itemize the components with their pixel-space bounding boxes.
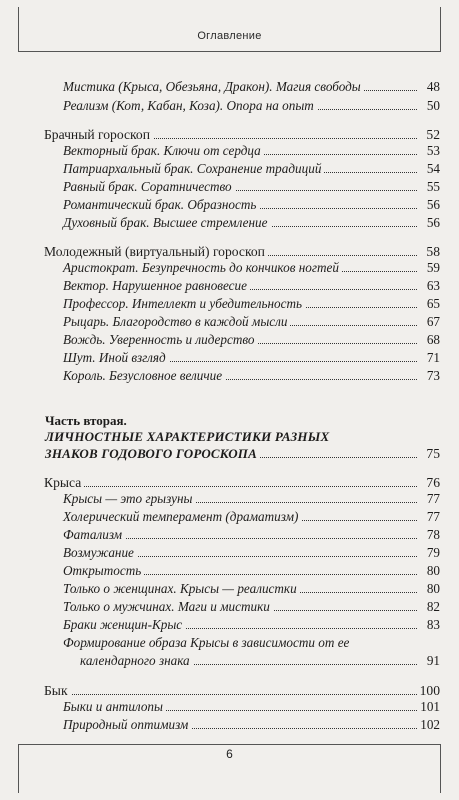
- toc-entry[interactable]: [0, 349, 459, 367]
- toc-entry[interactable]: [0, 78, 459, 96]
- toc-entry-title: Шут. Иной взгляд: [63, 349, 169, 367]
- toc-entry-page: 54: [426, 161, 440, 176]
- toc-entry[interactable]: [0, 160, 459, 178]
- toc-entry[interactable]: [0, 214, 459, 232]
- toc-entry-title: Равный брак. Соратничество: [63, 178, 235, 196]
- toc-entry-title: Крысы — это грызуны: [63, 490, 196, 508]
- toc-section-title: Молодежный (виртуальный) гороскоп: [44, 243, 268, 261]
- toc-entry-title: Король. Безусловное величие: [63, 367, 225, 385]
- toc-entry-title: Браки женщин-Крыс: [63, 616, 185, 634]
- toc-entry-page: 63: [426, 278, 440, 293]
- toc-entry-title: Фатализм: [63, 526, 125, 544]
- toc-entry-page: 80: [426, 563, 440, 578]
- toc-entry-page: 55: [426, 179, 440, 194]
- toc-entry-title: Холерический темперамент (драматизм): [63, 508, 301, 526]
- toc-part[interactable]: [0, 445, 459, 463]
- toc-entry-title: Природный оптимизм: [63, 716, 191, 734]
- toc-entry-page: 68: [426, 332, 440, 347]
- toc-entry-title: Духовный брак. Высшее стремление: [63, 214, 271, 232]
- toc-entry-page: 82: [426, 599, 440, 614]
- toc-entry[interactable]: [0, 562, 459, 580]
- toc-section-page: 58: [426, 244, 440, 259]
- toc-entry[interactable]: [0, 178, 459, 196]
- toc-entry[interactable]: [0, 367, 459, 385]
- leader-dots: [44, 486, 417, 487]
- toc-entry[interactable]: [0, 331, 459, 349]
- toc-entry-page: 56: [426, 197, 440, 212]
- toc-entry-title: Быки и антилопы: [63, 698, 166, 716]
- toc-entry[interactable]: [0, 544, 459, 562]
- toc-entry-page: 101: [420, 699, 440, 714]
- toc-entry-page: 83: [426, 617, 440, 632]
- toc-entry[interactable]: [0, 716, 459, 734]
- toc-entry[interactable]: [0, 259, 459, 277]
- toc-entry-title: Профессор. Интеллект и убедительность: [63, 295, 305, 313]
- page-number: 6: [226, 747, 233, 761]
- toc-entry-page: 77: [426, 491, 440, 506]
- toc-entry[interactable]: [0, 508, 459, 526]
- toc-entry[interactable]: [0, 97, 459, 115]
- running-head: Оглавление: [197, 30, 262, 42]
- toc-section-page: 76: [426, 475, 440, 490]
- toc-entry[interactable]: [0, 196, 459, 214]
- toc-entry-page: 56: [426, 215, 440, 230]
- toc-entry[interactable]: [0, 598, 459, 616]
- toc-entry-page: 59: [426, 260, 440, 275]
- toc-entry-page: 48: [426, 79, 440, 94]
- toc-entry-page: 73: [426, 368, 440, 383]
- toc-entry-title: Патриархальный брак. Сохранение традиций: [63, 160, 324, 178]
- toc-section-title: Брачный гороскоп: [44, 126, 153, 144]
- toc-entry-page: 102: [420, 717, 440, 732]
- toc-entry-title: Аристократ. Безупречность до кончиков ногтей: [63, 259, 342, 277]
- part-heading-line2: ЗНАКОВ ГОДОВОГО ГОРОСКОПА: [45, 445, 260, 463]
- toc-entry-page: 53: [426, 143, 440, 158]
- toc-entry-title: Рыцарь. Благородство в каждой мысли: [63, 313, 290, 331]
- part-label: Часть вторая.: [45, 413, 127, 428]
- toc-entry[interactable]: [0, 313, 459, 331]
- toc-entry-title: Вектор. Нарушенное равновесие: [63, 277, 250, 295]
- toc-entry-title: Открытость: [63, 562, 144, 580]
- toc-entry-title: Только о мужчинах. Маги и мистики: [63, 598, 273, 616]
- toc-part-page: 75: [426, 446, 440, 461]
- toc-entry[interactable]: [0, 698, 459, 716]
- part-heading-line1: ЛИЧНОСТНЫЕ ХАРАКТЕРИСТИКИ РАЗНЫХ: [45, 429, 330, 444]
- toc-section-title: Крыса: [44, 474, 84, 492]
- toc-entry-page: 50: [426, 98, 440, 113]
- toc-entry-page: 67: [426, 314, 440, 329]
- toc-entry-page: 65: [426, 296, 440, 311]
- toc-entry-page: 79: [426, 545, 440, 560]
- toc-entry-page: 80: [426, 581, 440, 596]
- toc-entry-title: Возмужание: [63, 544, 137, 562]
- toc-entry-title: Только о женщинах. Крысы — реалистки: [63, 580, 300, 598]
- toc-entry-page: 77: [426, 509, 440, 524]
- toc-entry-title[interactable]: Формирование образа Крысы в зависимости от ее: [63, 635, 350, 650]
- toc-entry[interactable]: [0, 526, 459, 544]
- toc-entry-title: Вождь. Уверенность и лидерство: [63, 331, 258, 349]
- toc-entry-title: Векторный брак. Ключи от сердца: [63, 142, 264, 160]
- toc-entry[interactable]: [0, 142, 459, 160]
- toc-entry-page: 71: [426, 350, 440, 365]
- toc-entry[interactable]: [0, 295, 459, 313]
- toc-entry[interactable]: [0, 580, 459, 598]
- toc-entry-page: 78: [426, 527, 440, 542]
- toc-entry[interactable]: [0, 616, 459, 634]
- toc-entry-continuation-title: календарного знака: [80, 652, 193, 670]
- toc-entry-title: Романтический брак. Образность: [63, 196, 259, 214]
- toc-section-page: 100: [419, 683, 440, 698]
- toc-section-page: 52: [426, 127, 440, 142]
- leader-dots: [44, 694, 417, 695]
- toc-entry-continuation[interactable]: [0, 652, 459, 670]
- toc-section-title: Бык: [44, 682, 71, 700]
- toc-entry[interactable]: [0, 490, 459, 508]
- toc-entry[interactable]: [0, 277, 459, 295]
- toc-entry-title: Реализм (Кот, Кабан, Коза). Опора на опыт: [63, 97, 317, 115]
- toc-entry-title: Мистика (Крыса, Обезьяна, Дракон). Магия свободы: [63, 78, 364, 96]
- toc-entry-page: 91: [426, 653, 440, 668]
